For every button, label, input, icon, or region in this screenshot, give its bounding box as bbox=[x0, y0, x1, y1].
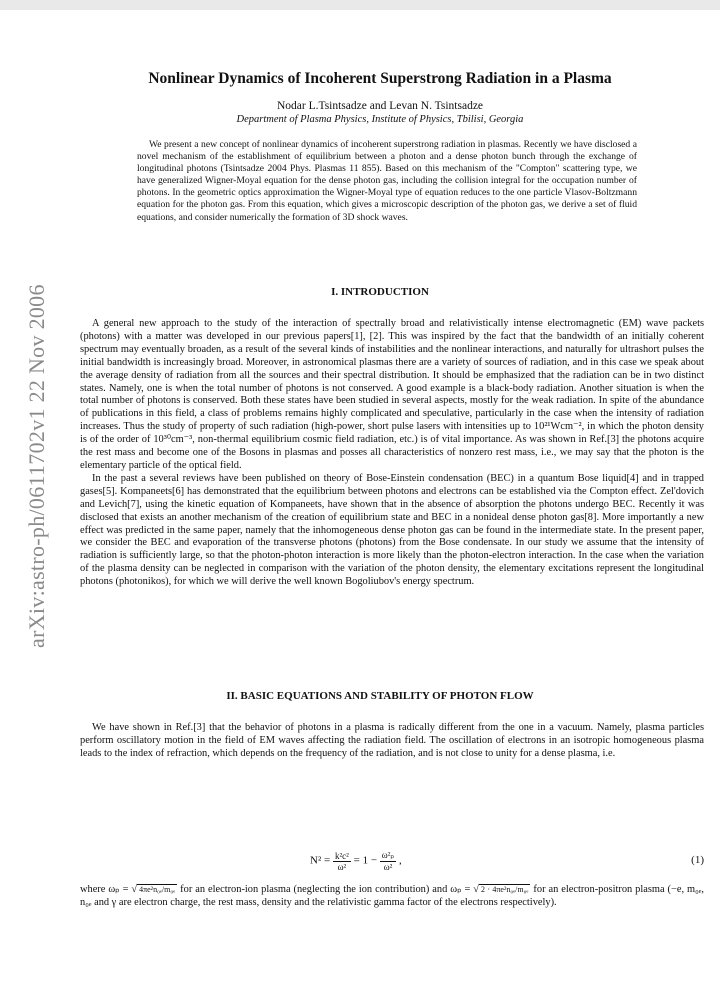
paragraph: A general new approach to the study of the interaction of spectrally broad and relativistically intense electromagnetic (EM) wave packets (photons) with a matter was developed in our previous papers[1], [2]. This was inspired by the fact that the bandwidth of an initially coherent spectrum may eventually broaden, as a result of the several kinds of instabilities and the nonlinear interactions, and naturally for ultrashort pulses the initial bandwidth is increasingly broad. Moreover, in astronomical plasmas there are a variety of sources of radiation, and in this case we speak about the average density of radiation from all the sources and their spectral distribution. It should be emphasized that the radiation can be in two distinct states. Namely, one is when the total number of photons is not conserved. A good example is a black-body radiation. Another situation is when the total number of photons is conserved. Both these states have been studied in several aspects, mostly for the weak radiation. In spite of the abundance of publications in this field, a class of problems remains highly complicated and speculative, particularly in the case when the intensity of radiation increases. Thus the study of property of such radiation (high-power, short pulse lasers with intensities up to 10²¹Wcm⁻², in which the photon density is of the order of 10³⁰cm⁻³, non-thermal equilibrium cosmic field radiation, etc.) is of vital importance. As was shown in Ref.[3] the photons acquire the rest mass and become one of the Bosons in plasmas and posses all characteristics of nonzero rest mass, i.e., we may say that the photon is the elementary particle of the optical field. bbox=[80, 318, 704, 471]
eq-fraction-1 bbox=[333, 851, 351, 872]
eq-frac2-num: ω²ₚ bbox=[381, 850, 395, 860]
eq-frac1-num: k²c² bbox=[334, 850, 349, 861]
section-heading-introduction: I. INTRODUCTION bbox=[331, 286, 429, 298]
section2-body bbox=[80, 722, 704, 761]
paragraph: We have shown in Ref.[3] that the behavior of photons in a plasma is radically different from the one in a vacuum. Namely, plasma particles perform oscillatory motion in the field of EM waves affecting the radiation field. The oscillation of electrons in an isotropic homogeneous plasma leads to the index of refraction, which depends on the frequency of the radiation, and is not close to unity for a dense plasma, i.e. bbox=[80, 722, 704, 759]
eq-frac1-den: ω² bbox=[337, 861, 347, 872]
arxiv-identifier: arXiv:astro-ph/0611702v1 22 Nov 2006 bbox=[24, 284, 49, 648]
top-bar bbox=[0, 0, 720, 10]
equation-1 bbox=[80, 846, 704, 880]
eq-mid: = 1 − bbox=[353, 854, 378, 867]
abstract: We present a new concept of nonlinear dynamics of incoherent superstrong radiation in plasmas. Recently we have disclosed a novel mechanism of the establishment of equilibrium between a photon and a dense photon bunch through the exchange of longitudinal photons (Tsintsadze 2004 Phys. Plasmas 11 855). Based on this mechanism of the "Compton" scattering type, we have generalized Wigner-Moyal equation for the dense photon gas, including the collision integral for the occupation number of photons. In the geometric optics approximation the Wigner-Moyal type of equation reduces to the one particle Vlasov-Boltzmann equation for the photon gas. From this equation, which gives a microscopic description of the photon gas, we derive a set of fluid equations, and consider numerically the formation of 3D shock waves. bbox=[137, 139, 637, 223]
explanation-part-2: for an electron-ion plasma (neglecting the ion contribution) and ωₚ = bbox=[177, 884, 474, 895]
introduction-body bbox=[80, 318, 704, 589]
eq-frac2-den: ω² bbox=[383, 862, 393, 872]
sqrt-expression-1: 4πe²n₀ₑ/m₀ₑ bbox=[139, 885, 176, 894]
eq-tail: , bbox=[399, 854, 402, 867]
equation-formula bbox=[310, 850, 402, 872]
explanation-part-1: where ωₚ = bbox=[80, 884, 132, 895]
paper-title: Nonlinear Dynamics of Incoherent Superstrong Radiation in a Plasma bbox=[148, 70, 612, 87]
equation-number: (1) bbox=[691, 854, 704, 866]
paper-affiliation: Department of Plasma Physics, Institute of Physics, Tbilisi, Georgia bbox=[236, 114, 524, 125]
sqrt-expression-2: 2 · 4πe²n₀ₑ/m₀ₑ bbox=[480, 885, 529, 894]
equation-explanation: where ωₚ = √ 4πe²n₀ₑ/m₀ₑ for an electron-ion plasma (neglecting the ion contribution) and ωₚ = √ 2 · 4πe²n₀ₑ/m₀ₑ for an electron-positron plasma (−e, m₀ₑ, n₀ₑ and γ are electron charge, the rest mass, density and the relativistic gamma factor of the electrons respectively). bbox=[80, 884, 704, 908]
paragraph: In the past a several reviews have been published on theory of Bose-Einstein condensation (BEC) in a quantum Bose liquid[4] and in trapped gases[5]. Kompaneets[6] has demonstrated that the equilibrium between photons and electrons can be established via the Compton effect. Zel'dovich and Levich[7], using the kinetic equation of Kompaneets, have shown that in the absence of absorption the photons undergo BEC. Recently it was disclosed that exists an another mechanism of the creation of equilibrium state and BEC in a nonideal dense photon gas[8]. More importantly a new effect was predicted in the same paper, namely that the inhomogeneous dense photon gas can be found in the intermediate state. In the present paper, we consider the BEC and evaporation of the transverse photons (photons) from the Bose condensate. In our study we assume that the intensity of radiation is sufficiently large, so that the photon-photon interaction is more likely than the photon-electron interaction. In the case when the variation of the plasma density can be neglected in comparison with the variation of the photon density, the elementary excitations represent the longitudinal photons (photonikos), for which we will derive the well known Bogoliubov's energy spectrum. bbox=[80, 472, 704, 588]
paper-authors: Nodar L.Tsintsadze and Levan N. Tsintsadze bbox=[276, 100, 484, 112]
section-heading-basic-equations: II. BASIC EQUATIONS AND STABILITY OF PHOTON FLOW bbox=[226, 690, 534, 702]
eq-lhs: N² = bbox=[310, 854, 331, 867]
eq-fraction-2 bbox=[380, 850, 396, 872]
explanation-part-3: for an electron-positron plasma (−e, m₀ₑ, n₀ₑ and γ are electron charge, the rest mass, density and the relativistic gamma factor of the electrons respectively). bbox=[80, 884, 704, 908]
